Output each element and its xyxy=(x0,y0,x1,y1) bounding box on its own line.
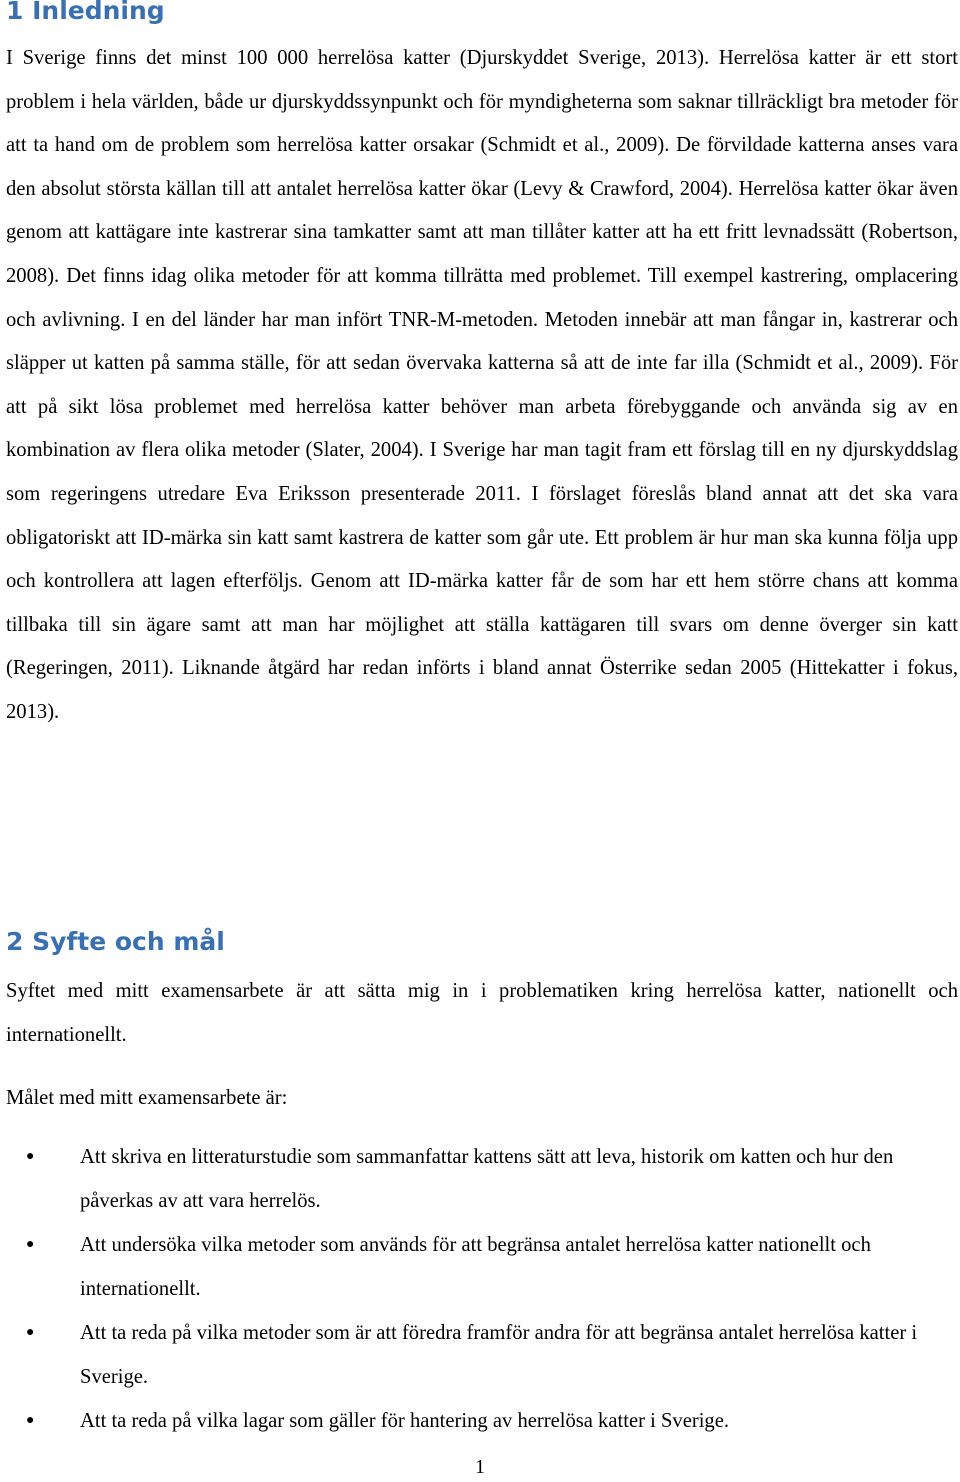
goal-text: Att undersöka vilka metoder som används för att begränsa antalet herrelösa katter nationellt och internationellt. xyxy=(80,1234,871,1300)
bullet-icon: ● xyxy=(26,1413,35,1428)
list-item xyxy=(6,1223,958,1311)
page-number: 1 xyxy=(475,1456,485,1478)
intro-paragraph: I Sverige finns det minst 100 000 herrelösa katter (Djurskyddet Sverige, 2013). Herrelösa katter är ett stort problem i hela världen, både ur djurskyddssynpunkt och för myndigheterna som saknar tillräckligt bra metoder för att ta hand om de problem som herrelösa katter orsakar (Schmidt et al., 2009). De förvildade katterna anses vara den absolut största källan till att antalet herrelösa katter ökar (Levy & Crawford, 2004). Herrelösa katter ökar även genom att kattägare inte kastrerar sina tamkatter samt att man tillåter katter att ha ett fritt levnadssätt (Robertson, 2008). Det finns idag olika metoder för att komma tillrätta med problemet. Till exempel kastrering, omplacering och avlivning. I en del länder har man infört TNR-M-metoden. Metoden innebär att man fångar in, kastrerar och släpper ut katten på samma ställe, för att sedan övervaka katterna så att de inte far illa (Schmidt et al., 2009). För att på sikt lösa problemet med herrelösa katter behöver man arbeta förebyggande och använda sig av en kombination av flera olika metoder (Slater, 2004). I Sverige har man tagit fram ett förslag till en ny djurskyddslag som regeringens utredare Eva Eriksson presenterade 2011. I förslaget föreslås bland annat att det ska vara obligatoriskt att ID-märka sin katt samt kastrera de katter som går ute. Ett problem är hur man ska kunna följa upp och kontrollera att lagen efterföljs. Genom att ID-märka katter får de som har ett hem större chans att komma tillbaka till sin ägare samt att man har möjlighet att ställa kattägaren till svars om denne överger sin katt (Regeringen, 2011). Liknande åtgärd har redan införts i bland annat Österrike sedan 2005 (Hittekatter i fokus, 2013). xyxy=(6,47,958,723)
bullet-icon: ● xyxy=(26,1149,35,1164)
goal-text: Att ta reda på vilka metoder som är att föredra framför andra för att begränsa antalet herrelösa katter i Sverige. xyxy=(80,1322,918,1388)
goal-text: Att skriva en litteraturstudie som sammanfattar kattens sätt att leva, historik om katten och hur den påverkas av att vara herrelös. xyxy=(80,1146,894,1212)
list-item xyxy=(6,1135,958,1223)
bullet-icon: ● xyxy=(26,1325,35,1340)
bullet-icon: ● xyxy=(26,1237,35,1252)
goals-list xyxy=(6,1135,958,1443)
section-heading-inledning: 1 Inledning xyxy=(6,0,165,25)
list-item xyxy=(6,1311,958,1399)
purpose-paragraph: Syftet med mitt examensarbete är att sätta mig in i problematiken kring herrelösa katter, nationellt och internationellt. xyxy=(6,980,958,1046)
goals-intro: Målet med mitt examensarbete är: xyxy=(6,1087,288,1109)
goal-text: Att ta reda på vilka lagar som gäller för hantering av herrelösa katter i Sverige. xyxy=(80,1410,730,1432)
list-item xyxy=(6,1399,958,1443)
section-heading-syfte: 2 Syfte och mål xyxy=(6,927,225,956)
